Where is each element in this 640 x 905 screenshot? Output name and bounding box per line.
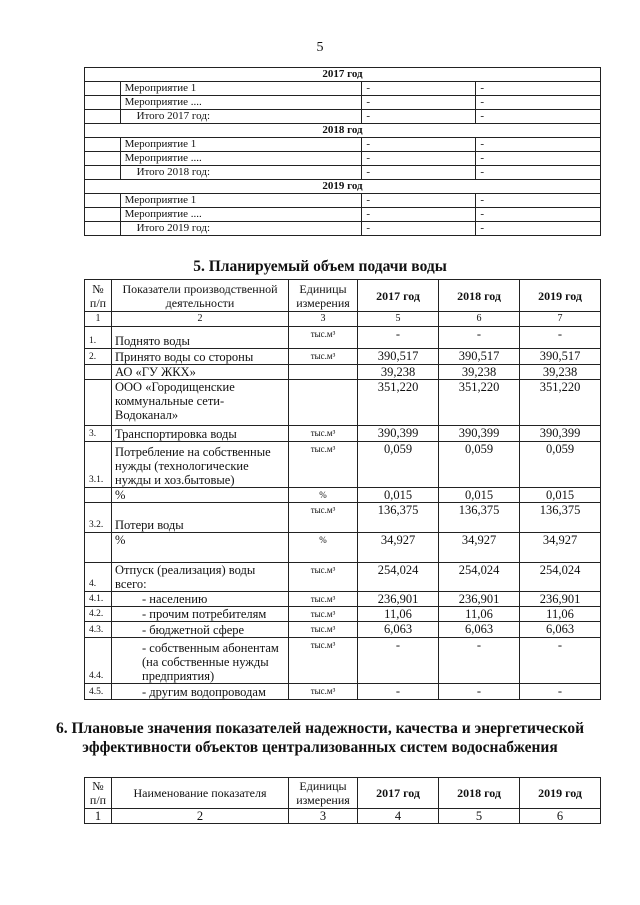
event-cell: Мероприятие 1 bbox=[120, 138, 362, 152]
table-row bbox=[85, 365, 601, 380]
row-value-2019: 390,517 bbox=[520, 349, 601, 365]
row-unit: тыс.м³ bbox=[289, 563, 358, 592]
section5-title: 5. Планируемый объем подачи воды bbox=[193, 258, 447, 275]
row-value-2017: 236,901 bbox=[358, 592, 439, 607]
table-row bbox=[85, 622, 601, 638]
row-unit: тыс.м³ bbox=[289, 327, 358, 349]
row-number: 3.2. bbox=[85, 503, 112, 533]
row-value-2017: - bbox=[358, 327, 439, 349]
reliability-table bbox=[84, 777, 601, 824]
row-value-2017: 390,399 bbox=[358, 426, 439, 442]
year-2018-header: 2018 год bbox=[85, 124, 601, 138]
row-value-2017: 351,220 bbox=[358, 380, 439, 426]
col-unit: Единицы измерения bbox=[289, 778, 358, 809]
event-cell: Мероприятие .... bbox=[120, 208, 362, 222]
row-number bbox=[85, 380, 112, 426]
row-value-2019: - bbox=[520, 684, 601, 700]
row-unit: тыс.м³ bbox=[289, 592, 358, 607]
table-row bbox=[85, 349, 601, 365]
row-unit: тыс.м³ bbox=[289, 442, 358, 488]
table-row bbox=[85, 607, 601, 622]
year-2019-header: 2019 год bbox=[85, 180, 601, 194]
row-number bbox=[85, 533, 112, 563]
event-cell: Мероприятие 1 bbox=[120, 194, 362, 208]
col-indicator: Показатели производственной деятельности bbox=[112, 280, 289, 312]
col-num: № п/п bbox=[85, 280, 112, 312]
row-value-2019: 34,927 bbox=[520, 533, 601, 563]
col-2019: 2019 год bbox=[520, 778, 601, 809]
row-value-2019: 136,375 bbox=[520, 503, 601, 533]
row-value-2018: - bbox=[439, 684, 520, 700]
col-2017: 2017 год bbox=[358, 778, 439, 809]
row-number: 4.4. bbox=[85, 638, 112, 684]
row-number: 2. bbox=[85, 349, 112, 365]
row-indicator: АО «ГУ ЖКХ» bbox=[112, 365, 289, 380]
row-value-2017: - bbox=[358, 638, 439, 684]
row-value-2017: 136,375 bbox=[358, 503, 439, 533]
row-indicator: Принято воды со стороны bbox=[112, 349, 289, 365]
total-cell: Итого 2018 год: bbox=[120, 166, 362, 180]
water-supply-table bbox=[84, 279, 601, 700]
row-indicator: Отпуск (реализация) воды всего: bbox=[112, 563, 289, 592]
row-unit: тыс.м³ bbox=[289, 622, 358, 638]
row-value-2018: - bbox=[439, 638, 520, 684]
row-value-2019: 0,015 bbox=[520, 488, 601, 503]
year-2017-header: 2017 год bbox=[85, 68, 601, 82]
row-value-2018: 236,901 bbox=[439, 592, 520, 607]
event-cell: Мероприятие 1 bbox=[120, 82, 362, 96]
col-num: № п/п bbox=[85, 778, 112, 809]
table-row bbox=[85, 503, 601, 533]
row-value-2018: - bbox=[439, 327, 520, 349]
row-number: 4.5. bbox=[85, 684, 112, 700]
row-indicator: Потери воды bbox=[112, 503, 289, 533]
row-value-2019: 390,399 bbox=[520, 426, 601, 442]
total-cell: Итого 2017 год: bbox=[120, 110, 362, 124]
row-indicator: ООО «Городищенские коммунальные сети-Водоканал» bbox=[112, 380, 289, 426]
row-unit: тыс.м³ bbox=[289, 426, 358, 442]
row-value-2019: - bbox=[520, 327, 601, 349]
row-number: 3.1. bbox=[85, 442, 112, 488]
row-unit: тыс.м³ bbox=[289, 349, 358, 365]
row-unit: тыс.м³ bbox=[289, 684, 358, 700]
row-value-2019: 236,901 bbox=[520, 592, 601, 607]
row-number: 4. bbox=[85, 563, 112, 592]
row-value-2019: 6,063 bbox=[520, 622, 601, 638]
row-value-2019: 0,059 bbox=[520, 442, 601, 488]
row-value-2017: 34,927 bbox=[358, 533, 439, 563]
row-value-2019: - bbox=[520, 638, 601, 684]
row-number: 4.2. bbox=[85, 607, 112, 622]
row-unit: тыс.м³ bbox=[289, 638, 358, 684]
row-unit: % bbox=[289, 488, 358, 503]
table-row bbox=[85, 592, 601, 607]
row-number: 3. bbox=[85, 426, 112, 442]
row-indicator: - другим водопроводам bbox=[112, 684, 289, 700]
table-row bbox=[85, 638, 601, 684]
row-value-2018: 136,375 bbox=[439, 503, 520, 533]
row-indicator: - бюджетной сфере bbox=[112, 622, 289, 638]
row-number: 4.1. bbox=[85, 592, 112, 607]
row-number: 4.3. bbox=[85, 622, 112, 638]
row-value-2018: 254,024 bbox=[439, 563, 520, 592]
row-value-2018: 390,399 bbox=[439, 426, 520, 442]
row-number: 1. bbox=[85, 327, 112, 349]
row-indicator: % bbox=[112, 488, 289, 503]
col-unit: Единицы измерения bbox=[289, 280, 358, 312]
total-cell: Итого 2019 год: bbox=[120, 222, 362, 236]
row-indicator: - прочим потребителям bbox=[112, 607, 289, 622]
table-row bbox=[85, 327, 601, 349]
index-row: 1 2 3 4 5 6 bbox=[85, 809, 601, 824]
row-unit: % bbox=[289, 533, 358, 563]
row-value-2017: 254,024 bbox=[358, 563, 439, 592]
table-row bbox=[85, 426, 601, 442]
row-indicator: % bbox=[112, 533, 289, 563]
page-number: 5 bbox=[316, 40, 324, 55]
table-row bbox=[85, 563, 601, 592]
row-value-2018: 11,06 bbox=[439, 607, 520, 622]
table-row bbox=[85, 533, 601, 563]
row-unit: тыс.м³ bbox=[289, 607, 358, 622]
col-2018: 2018 год bbox=[439, 280, 520, 312]
event-cell: Мероприятие .... bbox=[120, 96, 362, 110]
table-row bbox=[85, 380, 601, 426]
row-value-2017: 6,063 bbox=[358, 622, 439, 638]
row-value-2018: 34,927 bbox=[439, 533, 520, 563]
row-value-2019: 351,220 bbox=[520, 380, 601, 426]
row-indicator: Потребление на собственные нужды (технологические нужды и хоз.бытовые) bbox=[112, 442, 289, 488]
col-2018: 2018 год bbox=[439, 778, 520, 809]
row-value-2017: 390,517 bbox=[358, 349, 439, 365]
row-value-2018: 0,059 bbox=[439, 442, 520, 488]
row-value-2018: 390,517 bbox=[439, 349, 520, 365]
row-indicator: Поднято воды bbox=[112, 327, 289, 349]
row-unit bbox=[289, 380, 358, 426]
row-unit: тыс.м³ bbox=[289, 503, 358, 533]
table-row bbox=[85, 684, 601, 700]
section6-title: 6. Плановые значения показателей надежности, качества и энергетической эффективности объектов централизованных систем водоснабжения bbox=[55, 720, 585, 756]
row-value-2019: 39,238 bbox=[520, 365, 601, 380]
row-number bbox=[85, 365, 112, 380]
row-value-2018: 351,220 bbox=[439, 380, 520, 426]
row-value-2019: 254,024 bbox=[520, 563, 601, 592]
events-table: 2017 год Мероприятие 1 - - Мероприятие .... - - Итого 2017 год: - - 2018 год Мероприятие 1 - - Мероприятие .... - - Итого 2018 год: - - 2019 год Мероприятие 1 - - Мероприятие .... - - Итого 2019 год: - - bbox=[84, 67, 601, 236]
row-value-2017: 0,015 bbox=[358, 488, 439, 503]
row-indicator: - населению bbox=[112, 592, 289, 607]
row-number bbox=[85, 488, 112, 503]
col-name: Наименование показателя bbox=[112, 778, 289, 809]
table-row bbox=[85, 488, 601, 503]
row-value-2018: 0,015 bbox=[439, 488, 520, 503]
row-value-2019: 11,06 bbox=[520, 607, 601, 622]
col-2019: 2019 год bbox=[520, 280, 601, 312]
row-value-2018: 6,063 bbox=[439, 622, 520, 638]
event-cell: Мероприятие .... bbox=[120, 152, 362, 166]
index-row: 1 2 3 5 6 7 bbox=[85, 312, 601, 327]
row-value-2018: 39,238 bbox=[439, 365, 520, 380]
row-value-2017: 11,06 bbox=[358, 607, 439, 622]
row-indicator: Транспортировка воды bbox=[112, 426, 289, 442]
table-row bbox=[85, 442, 601, 488]
row-value-2017: 39,238 bbox=[358, 365, 439, 380]
row-value-2017: 0,059 bbox=[358, 442, 439, 488]
col-2017: 2017 год bbox=[358, 280, 439, 312]
row-indicator: - собственным абонентам (на собственные нужды предприятия) bbox=[112, 638, 289, 684]
row-unit bbox=[289, 365, 358, 380]
row-value-2017: - bbox=[358, 684, 439, 700]
